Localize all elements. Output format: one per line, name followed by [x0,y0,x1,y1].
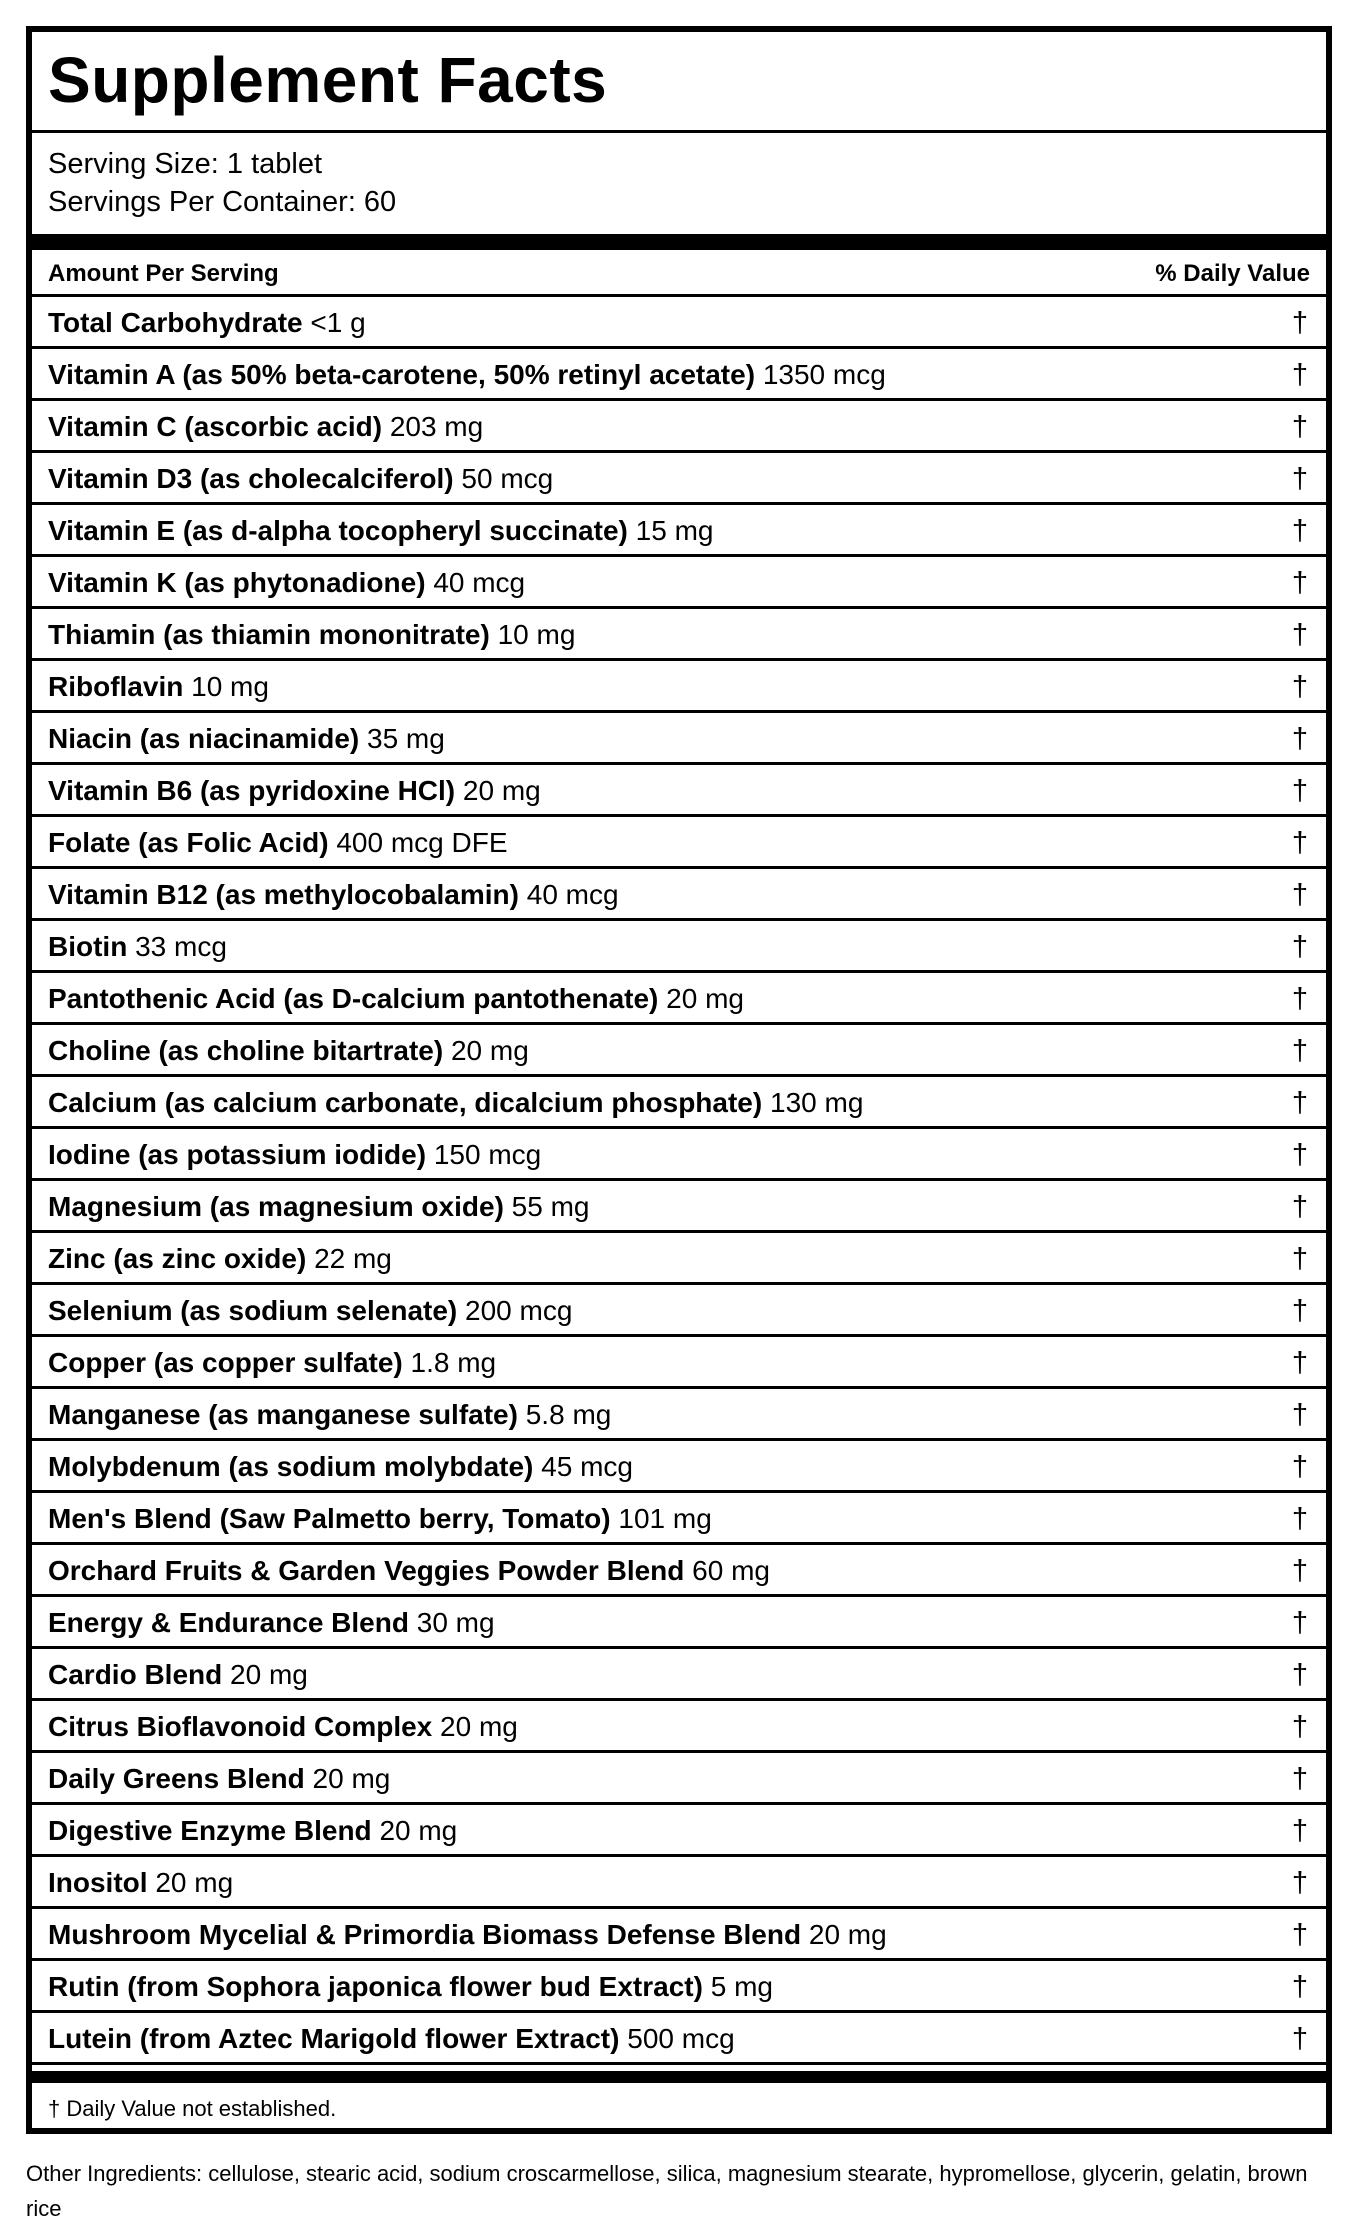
daily-value-dagger: † [1291,1451,1308,1483]
nutrient-row [32,1178,1326,1230]
amount-per-serving-header: Amount Per Serving [48,260,279,287]
title-divider [32,130,1326,133]
nutrient-label: Pantothenic Acid (as D-calcium pantothenate) [48,983,659,1014]
nutrient-amount: 20 mg [462,775,541,806]
nutrient-row [32,1594,1326,1646]
nutrient-name [48,1711,518,1743]
nutrient-amount: 500 mcg [627,2023,735,2054]
nutrient-name [48,1815,457,1847]
nutrient-row [32,814,1326,866]
daily-value-dagger: † [1291,1867,1308,1899]
daily-value-dagger: † [1291,983,1308,1015]
daily-value-dagger: † [1291,307,1308,339]
nutrient-amount: 10 mg [497,619,576,650]
nutrient-name [48,931,227,963]
nutrient-amount: <1 g [310,307,366,338]
nutrient-row [32,1750,1326,1802]
nutrient-label: Molybdenum (as sodium molybdate) [48,1451,534,1482]
nutrient-name [48,1555,770,1587]
nutrient-name [48,1867,233,1899]
nutrient-name [48,619,575,651]
nutrient-label: Magnesium (as magnesium oxide) [48,1191,504,1222]
nutrient-name [48,1919,887,1951]
nutrient-amount: 60 mg [692,1555,770,1586]
daily-value-dagger: † [1291,827,1308,859]
nutrient-label: Biotin [48,931,128,962]
nutrient-label: Manganese (as manganese sulfate) [48,1399,518,1430]
nutrient-amount: 45 mcg [541,1451,633,1482]
nutrient-row [32,1698,1326,1750]
nutrient-label: Orchard Fruits & Garden Veggies Powder Blend [48,1555,685,1586]
nutrient-amount: 50 mcg [461,463,554,494]
nutrient-name [48,1659,308,1691]
nutrient-row [32,1854,1326,1906]
nutrient-label: Energy & Endurance Blend [48,1607,409,1638]
servings-per-container: Servings Per Container: 60 [48,186,397,218]
nutrient-label: Vitamin E (as d-alpha tocopheryl succinate) [48,515,628,546]
nutrient-label: Lutein (from Aztec Marigold flower Extract) [48,2023,620,2054]
nutrient-name [48,671,269,703]
nutrient-row [32,1074,1326,1126]
nutrient-label: Calcium (as calcium carbonate, dicalcium phosphate) [48,1087,763,1118]
nutrient-name [48,1399,611,1431]
nutrient-name [48,411,483,443]
nutrient-amount: 20 mg [155,1867,234,1898]
serving-size: Serving Size: 1 tablet [48,148,323,180]
nutrient-row [32,1490,1326,1542]
nutrient-label: Selenium (as sodium selenate) [48,1295,458,1326]
nutrient-name [48,1607,495,1639]
nutrient-label: Daily Greens Blend [48,1763,305,1794]
daily-value-dagger: † [1291,1035,1308,1067]
nutrient-label: Inositol [48,1867,148,1898]
nutrient-name [48,1035,529,1067]
daily-value-dagger: † [1291,1659,1308,1691]
nutrient-amount: 130 mg [770,1087,864,1118]
column-header-row [32,250,1326,294]
daily-value-dagger: † [1291,1607,1308,1639]
daily-value-dagger: † [1291,463,1308,495]
nutrient-label: Copper (as copper sulfate) [48,1347,403,1378]
nutrient-amount: 5 mg [710,1971,773,2002]
nutrient-row [32,606,1326,658]
thick-divider-top [32,234,1326,250]
other-ingredients: Other Ingredients: cellulose, stearic acid, sodium croscarmellose, silica, magnesium stearate, hypromellose, glycerin, gelatin, brown rice [26,2161,1308,2221]
daily-value-header: % Daily Value [1155,260,1310,287]
nutrient-row [32,1906,1326,1958]
nutrient-label: Vitamin D3 (as cholecalciferol) [48,463,454,494]
nutrient-row [32,710,1326,762]
nutrient-amount: 40 mcg [433,567,526,598]
nutrient-amount: 20 mg [230,1659,308,1690]
nutrient-label: Choline (as choline bitartrate) [48,1035,444,1066]
nutrient-row [32,866,1326,918]
nutrient-label: Vitamin K (as phytonadione) [48,567,426,598]
nutrient-name [48,1139,541,1171]
nutrient-label: Zinc (as zinc oxide) [48,1243,307,1274]
daily-value-dagger: † [1291,723,1308,755]
nutrient-name [48,1971,773,2003]
daily-value-dagger: † [1291,671,1308,703]
daily-value-dagger: † [1291,411,1308,443]
nutrient-label: Iodine (as potassium iodide) [48,1139,427,1170]
nutrient-row [32,554,1326,606]
daily-value-dagger: † [1291,2023,1308,2055]
nutrient-row [32,2010,1326,2062]
nutrient-row [32,502,1326,554]
daily-value-dagger: † [1291,567,1308,599]
nutrient-amount: 15 mg [635,515,714,546]
daily-value-dagger: † [1291,879,1308,911]
supplement-facts-panel [26,26,1332,2134]
nutrient-amount: 20 mg [450,1035,529,1066]
nutrient-amount: 20 mg [379,1815,458,1846]
nutrient-amount: 22 mg [314,1243,392,1274]
thick-divider-bottom [32,2071,1326,2083]
rows-bottom-divider [32,2062,1326,2065]
nutrient-name [48,1295,572,1327]
daily-value-dagger: † [1291,1191,1308,1223]
nutrient-row [32,970,1326,1022]
nutrient-amount: 101 mg [618,1503,712,1534]
daily-value-dagger: † [1291,775,1308,807]
nutrient-name [48,1347,496,1379]
nutrient-row [32,918,1326,970]
daily-value-dagger: † [1291,1347,1308,1379]
nutrient-name [48,1191,590,1223]
nutrient-label: Vitamin A (as 50% beta-carotene, 50% retinyl acetate) [48,359,756,390]
nutrient-row [32,1022,1326,1074]
nutrient-amount: 55 mg [511,1191,590,1222]
nutrient-name [48,983,744,1015]
nutrient-amount: 150 mcg [433,1139,542,1170]
nutrient-name [48,775,541,807]
nutrient-name [48,723,445,755]
nutrient-row [32,1646,1326,1698]
nutrient-amount: 200 mcg [465,1295,573,1326]
nutrient-row [32,398,1326,450]
nutrient-amount: 30 mg [416,1607,495,1638]
nutrient-rows [32,294,1326,2062]
nutrient-name [48,1243,392,1275]
nutrient-label: Citrus Bioflavonoid Complex [48,1711,433,1742]
nutrient-name [48,2023,735,2055]
daily-value-dagger: † [1291,1087,1308,1119]
daily-value-dagger: † [1291,1919,1308,1951]
nutrient-amount: 20 mg [312,1763,391,1794]
nutrient-row [32,658,1326,710]
daily-value-dagger: † [1291,359,1308,391]
nutrient-name [48,1451,633,1483]
nutrient-row [32,1282,1326,1334]
footnote: † Daily Value not established. [48,2096,337,2121]
nutrient-amount: 1.8 mg [410,1347,497,1378]
nutrient-label: Mushroom Mycelial & Primordia Biomass Defense Blend [48,1919,802,1950]
nutrient-amount: 33 mcg [135,931,227,962]
nutrient-name [48,827,508,859]
nutrient-row [32,1542,1326,1594]
nutrient-name [48,1763,390,1795]
nutrient-name [48,1503,712,1535]
nutrient-name [48,359,886,391]
nutrient-amount: 40 mcg [526,879,619,910]
nutrient-label: Men's Blend (Saw Palmetto berry, Tomato) [48,1503,611,1534]
nutrient-name [48,307,366,339]
nutrient-amount: 400 mcg DFE [336,827,508,858]
daily-value-dagger: † [1291,515,1308,547]
nutrient-row [32,1230,1326,1282]
nutrient-amount: 5.8 mg [525,1399,612,1430]
nutrient-amount: 20 mg [440,1711,518,1742]
nutrient-row [32,1386,1326,1438]
nutrient-row [32,1438,1326,1490]
nutrient-row [32,1334,1326,1386]
daily-value-dagger: † [1291,619,1308,651]
nutrient-label: Niacin (as niacinamide) [48,723,360,754]
nutrient-name [48,463,553,495]
daily-value-dagger: † [1291,1243,1308,1275]
nutrient-amount: 20 mg [808,1919,887,1950]
nutrient-label: Cardio Blend [48,1659,223,1690]
nutrient-row [32,1958,1326,2010]
daily-value-dagger: † [1291,1295,1308,1327]
daily-value-dagger: † [1291,1503,1308,1535]
nutrient-label: Thiamin (as thiamin mononitrate) [48,619,490,650]
nutrient-label: Vitamin B6 (as pyridoxine HCl) [48,775,456,806]
nutrient-row [32,1126,1326,1178]
nutrient-label: Rutin (from Sophora japonica flower bud Extract) [48,1971,703,2002]
daily-value-dagger: † [1291,1139,1308,1171]
nutrient-label: Digestive Enzyme Blend [48,1815,372,1846]
nutrient-name [48,1087,863,1119]
nutrient-row [32,450,1326,502]
daily-value-dagger: † [1291,1711,1308,1743]
nutrient-name [48,515,713,547]
nutrient-amount: 203 mg [389,411,484,442]
nutrient-amount: 20 mg [666,983,744,1014]
nutrient-row [32,346,1326,398]
nutrient-row [32,1802,1326,1854]
nutrient-row [32,762,1326,814]
daily-value-dagger: † [1291,1815,1308,1847]
daily-value-dagger: † [1291,1763,1308,1795]
nutrient-amount: 35 mg [367,723,445,754]
nutrient-name [48,567,525,599]
daily-value-dagger: † [1291,1555,1308,1587]
nutrient-label: Folate (as Folic Acid) [48,827,329,858]
daily-value-dagger: † [1291,1399,1308,1431]
nutrient-row [32,294,1326,346]
nutrient-label: Total Carbohydrate [48,307,303,338]
daily-value-dagger: † [1291,1971,1308,2003]
nutrient-label: Vitamin C (ascorbic acid) [48,411,383,442]
nutrient-label: Riboflavin [48,671,184,702]
daily-value-dagger: † [1291,931,1308,963]
panel-title: Supplement Facts [48,44,608,116]
nutrient-label: Vitamin B12 (as methylocobalamin) [48,879,519,910]
nutrient-amount: 10 mg [191,671,269,702]
nutrient-amount: 1350 mcg [762,359,886,390]
nutrient-name [48,879,619,911]
